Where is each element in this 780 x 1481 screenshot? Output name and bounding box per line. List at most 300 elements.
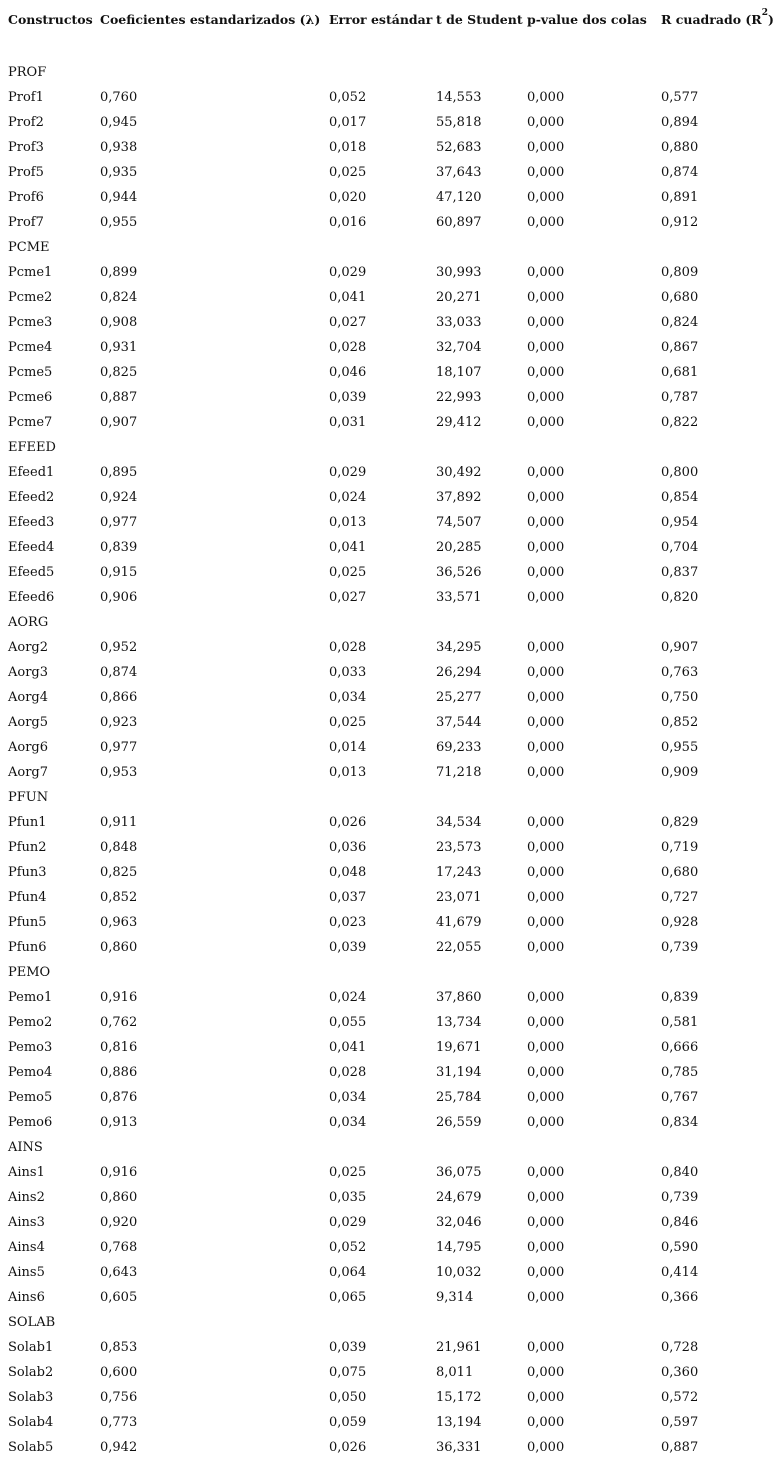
coef-cell: 0,825 xyxy=(100,865,138,880)
t-cell: 23,573 xyxy=(436,840,482,855)
t-cell: 26,559 xyxy=(436,1115,482,1130)
coef-cell: 0,600 xyxy=(100,1365,138,1380)
table-row xyxy=(0,335,780,360)
item-name: Pfun4 xyxy=(8,890,47,905)
table-row xyxy=(0,885,780,910)
group-label: AINS xyxy=(8,1140,43,1155)
p-value-cell: 0,000 xyxy=(527,1240,565,1255)
coef-cell: 0,876 xyxy=(100,1090,138,1105)
t-cell: 13,734 xyxy=(436,1015,482,1030)
table-row xyxy=(0,860,780,885)
r2-cell: 0,577 xyxy=(661,90,699,105)
p-value-cell: 0,000 xyxy=(527,765,565,780)
coef-cell: 0,911 xyxy=(100,815,138,830)
coef-cell: 0,920 xyxy=(100,1215,138,1230)
t-cell: 22,055 xyxy=(436,940,482,955)
r2-cell: 0,785 xyxy=(661,1065,699,1080)
p-value-cell: 0,000 xyxy=(527,1190,565,1205)
r2-cell: 0,824 xyxy=(661,315,699,330)
error-cell: 0,031 xyxy=(329,415,367,430)
coef-cell: 0,762 xyxy=(100,1015,138,1030)
r2-cell: 0,581 xyxy=(661,1015,699,1030)
group-label: PFUN xyxy=(8,790,49,805)
t-cell: 23,071 xyxy=(436,890,482,905)
item-name: Pfun5 xyxy=(8,915,47,930)
t-cell: 10,032 xyxy=(436,1265,482,1280)
coef-cell: 0,952 xyxy=(100,640,138,655)
item-name: Prof6 xyxy=(8,190,44,205)
error-cell: 0,029 xyxy=(329,1215,367,1230)
r2-cell: 0,727 xyxy=(661,890,699,905)
t-cell: 37,892 xyxy=(436,490,482,505)
r2-cell: 0,954 xyxy=(661,515,699,530)
error-cell: 0,064 xyxy=(329,1265,367,1280)
p-value-cell: 0,000 xyxy=(527,640,565,655)
t-cell: 36,331 xyxy=(436,1440,482,1455)
p-value-cell: 0,000 xyxy=(527,1215,565,1230)
p-value-cell: 0,000 xyxy=(527,1115,565,1130)
table-row xyxy=(0,310,780,335)
error-cell: 0,023 xyxy=(329,915,367,930)
error-cell: 0,039 xyxy=(329,940,367,955)
error-cell: 0,028 xyxy=(329,1065,367,1080)
item-name: Pcme2 xyxy=(8,290,53,305)
table-row xyxy=(0,1385,780,1410)
p-value-cell: 0,000 xyxy=(527,340,565,355)
r2-cell: 0,867 xyxy=(661,340,699,355)
t-cell: 30,993 xyxy=(436,265,482,280)
r2-cell: 0,829 xyxy=(661,815,699,830)
error-cell: 0,026 xyxy=(329,1440,367,1455)
table-row xyxy=(0,260,780,285)
coef-cell: 0,853 xyxy=(100,1340,138,1355)
t-cell: 20,285 xyxy=(436,540,482,555)
error-cell: 0,028 xyxy=(329,340,367,355)
table-row xyxy=(0,635,780,660)
t-cell: 22,993 xyxy=(436,390,482,405)
p-value-cell: 0,000 xyxy=(527,1090,565,1105)
t-cell: 41,679 xyxy=(436,915,482,930)
item-name: Pcme6 xyxy=(8,390,53,405)
table-row xyxy=(0,385,780,410)
table-row xyxy=(0,1185,780,1210)
p-value-cell: 0,000 xyxy=(527,590,565,605)
p-value-cell: 0,000 xyxy=(527,990,565,1005)
coef-cell: 0,874 xyxy=(100,665,138,680)
error-cell: 0,041 xyxy=(329,540,367,555)
error-cell: 0,039 xyxy=(329,390,367,405)
table-row xyxy=(0,1010,780,1035)
header-error-estandar: Error estándar xyxy=(329,12,433,27)
item-name: Ains3 xyxy=(8,1215,45,1230)
group-label: SOLAB xyxy=(8,1315,56,1330)
error-cell: 0,059 xyxy=(329,1415,367,1430)
t-cell: 32,046 xyxy=(436,1215,482,1230)
r2-cell: 0,787 xyxy=(661,390,699,405)
table-row xyxy=(0,1360,780,1385)
table-row xyxy=(0,1335,780,1360)
item-name: Aorg3 xyxy=(8,665,49,680)
t-cell: 52,683 xyxy=(436,140,482,155)
table-row xyxy=(0,735,780,760)
t-cell: 32,704 xyxy=(436,340,482,355)
table-row xyxy=(0,1110,780,1135)
item-name: Pcme5 xyxy=(8,365,53,380)
header-r-cuadrado xyxy=(661,8,774,28)
p-value-cell: 0,000 xyxy=(527,690,565,705)
table-row xyxy=(0,710,780,735)
coef-cell: 0,760 xyxy=(100,90,138,105)
r2-cell: 0,891 xyxy=(661,190,699,205)
r2-cell: 0,414 xyxy=(661,1265,699,1280)
header-r2-close: ) xyxy=(767,12,774,28)
t-cell: 36,075 xyxy=(436,1165,482,1180)
error-cell: 0,013 xyxy=(329,515,367,530)
table-row xyxy=(0,685,780,710)
t-cell: 37,860 xyxy=(436,990,482,1005)
r2-cell: 0,822 xyxy=(661,415,699,430)
error-cell: 0,052 xyxy=(329,90,367,105)
error-cell: 0,018 xyxy=(329,140,367,155)
p-value-cell: 0,000 xyxy=(527,365,565,380)
item-name: Pcme4 xyxy=(8,340,53,355)
item-name: Pemo2 xyxy=(8,1015,53,1030)
p-value-cell: 0,000 xyxy=(527,1165,565,1180)
r2-cell: 0,928 xyxy=(661,915,699,930)
item-name: Efeed2 xyxy=(8,490,55,505)
table-row xyxy=(0,485,780,510)
table-row xyxy=(0,935,780,960)
item-name: Pfun3 xyxy=(8,865,47,880)
coef-cell: 0,899 xyxy=(100,265,138,280)
t-cell: 29,412 xyxy=(436,415,482,430)
item-name: Pemo5 xyxy=(8,1090,53,1105)
error-cell: 0,016 xyxy=(329,215,367,230)
error-cell: 0,014 xyxy=(329,740,367,755)
r2-cell: 0,728 xyxy=(661,1340,699,1355)
t-cell: 25,277 xyxy=(436,690,482,705)
p-value-cell: 0,000 xyxy=(527,1340,565,1355)
item-name: Prof2 xyxy=(8,115,44,130)
error-cell: 0,034 xyxy=(329,1090,367,1105)
r2-cell: 0,750 xyxy=(661,690,699,705)
table-row xyxy=(0,410,780,435)
p-value-cell: 0,000 xyxy=(527,115,565,130)
r2-cell: 0,767 xyxy=(661,1090,699,1105)
coef-cell: 0,860 xyxy=(100,940,138,955)
item-name: Prof7 xyxy=(8,215,44,230)
p-value-cell: 0,000 xyxy=(527,215,565,230)
error-cell: 0,026 xyxy=(329,815,367,830)
r2-cell: 0,366 xyxy=(661,1290,699,1305)
coef-cell: 0,945 xyxy=(100,115,138,130)
table-row xyxy=(0,1035,780,1060)
error-cell: 0,034 xyxy=(329,1115,367,1130)
error-cell: 0,065 xyxy=(329,1290,367,1305)
item-name: Solab2 xyxy=(8,1365,54,1380)
t-cell: 19,671 xyxy=(436,1040,482,1055)
coef-cell: 0,824 xyxy=(100,290,138,305)
t-cell: 71,218 xyxy=(436,765,482,780)
t-cell: 34,534 xyxy=(436,815,482,830)
error-cell: 0,029 xyxy=(329,265,367,280)
r2-cell: 0,854 xyxy=(661,490,699,505)
item-name: Efeed5 xyxy=(8,565,55,580)
group-label: PEMO xyxy=(8,965,51,980)
p-value-cell: 0,000 xyxy=(527,190,565,205)
table-row xyxy=(0,1410,780,1435)
p-value-cell: 0,000 xyxy=(527,140,565,155)
group-row xyxy=(0,235,780,260)
error-cell: 0,025 xyxy=(329,1165,367,1180)
coef-cell: 0,908 xyxy=(100,315,138,330)
t-cell: 21,961 xyxy=(436,1340,482,1355)
t-cell: 20,271 xyxy=(436,290,482,305)
coef-cell: 0,773 xyxy=(100,1415,138,1430)
error-cell: 0,024 xyxy=(329,990,367,1005)
t-cell: 31,194 xyxy=(436,1065,482,1080)
item-name: Pcme3 xyxy=(8,315,53,330)
r2-cell: 0,739 xyxy=(661,1190,699,1205)
group-row xyxy=(0,960,780,985)
t-cell: 37,643 xyxy=(436,165,482,180)
coef-cell: 0,938 xyxy=(100,140,138,155)
group-label: AORG xyxy=(8,615,49,630)
coef-cell: 0,852 xyxy=(100,890,138,905)
group-row xyxy=(0,435,780,460)
p-value-cell: 0,000 xyxy=(527,665,565,680)
r2-cell: 0,680 xyxy=(661,865,699,880)
item-name: Pfun1 xyxy=(8,815,47,830)
coef-cell: 0,924 xyxy=(100,490,138,505)
item-name: Aorg7 xyxy=(8,765,49,780)
table-row xyxy=(0,810,780,835)
item-name: Prof1 xyxy=(8,90,44,105)
table-row xyxy=(0,1210,780,1235)
p-value-cell: 0,000 xyxy=(527,415,565,430)
error-cell: 0,046 xyxy=(329,365,367,380)
table-row xyxy=(0,985,780,1010)
coef-cell: 0,913 xyxy=(100,1115,138,1130)
item-name: Aorg6 xyxy=(8,740,49,755)
group-label: PCME xyxy=(8,240,50,255)
header-t-student: t de Student xyxy=(436,12,523,27)
r2-cell: 0,681 xyxy=(661,365,699,380)
error-cell: 0,024 xyxy=(329,490,367,505)
error-cell: 0,037 xyxy=(329,890,367,905)
coef-cell: 0,848 xyxy=(100,840,138,855)
group-row xyxy=(0,1310,780,1335)
p-value-cell: 0,000 xyxy=(527,890,565,905)
table-row xyxy=(0,160,780,185)
r2-cell: 0,597 xyxy=(661,1415,699,1430)
p-value-cell: 0,000 xyxy=(527,1290,565,1305)
t-cell: 8,011 xyxy=(436,1365,474,1380)
p-value-cell: 0,000 xyxy=(527,1015,565,1030)
coef-cell: 0,963 xyxy=(100,915,138,930)
r2-cell: 0,680 xyxy=(661,290,699,305)
header-constructos: Constructos xyxy=(8,12,93,27)
table-row xyxy=(0,560,780,585)
r2-cell: 0,887 xyxy=(661,1440,699,1455)
t-cell: 34,295 xyxy=(436,640,482,655)
item-name: Ains1 xyxy=(8,1165,45,1180)
r2-cell: 0,763 xyxy=(661,665,699,680)
table-row xyxy=(0,85,780,110)
t-cell: 36,526 xyxy=(436,565,482,580)
t-cell: 33,033 xyxy=(436,315,482,330)
coef-cell: 0,977 xyxy=(100,515,138,530)
coef-cell: 0,895 xyxy=(100,465,138,480)
group-row xyxy=(0,60,780,85)
coef-cell: 0,866 xyxy=(100,690,138,705)
table-row xyxy=(0,1260,780,1285)
t-cell: 9,314 xyxy=(436,1290,474,1305)
error-cell: 0,035 xyxy=(329,1190,367,1205)
error-cell: 0,055 xyxy=(329,1015,367,1030)
coef-cell: 0,887 xyxy=(100,390,138,405)
r2-cell: 0,820 xyxy=(661,590,699,605)
p-value-cell: 0,000 xyxy=(527,1365,565,1380)
r2-cell: 0,800 xyxy=(661,465,699,480)
item-name: Efeed3 xyxy=(8,515,55,530)
item-name: Pemo1 xyxy=(8,990,53,1005)
error-cell: 0,048 xyxy=(329,865,367,880)
r2-cell: 0,880 xyxy=(661,140,699,155)
t-cell: 18,107 xyxy=(436,365,482,380)
header-r2-superscript: 2 xyxy=(761,8,768,18)
coef-cell: 0,953 xyxy=(100,765,138,780)
coef-cell: 0,944 xyxy=(100,190,138,205)
p-value-cell: 0,000 xyxy=(527,565,565,580)
error-cell: 0,039 xyxy=(329,1340,367,1355)
coef-cell: 0,931 xyxy=(100,340,138,355)
error-cell: 0,033 xyxy=(329,665,367,680)
error-cell: 0,034 xyxy=(329,690,367,705)
table-row xyxy=(0,535,780,560)
error-cell: 0,036 xyxy=(329,840,367,855)
item-name: Aorg5 xyxy=(8,715,49,730)
p-value-cell: 0,000 xyxy=(527,915,565,930)
t-cell: 37,544 xyxy=(436,715,482,730)
t-cell: 74,507 xyxy=(436,515,482,530)
p-value-cell: 0,000 xyxy=(527,940,565,955)
coef-cell: 0,768 xyxy=(100,1240,138,1255)
error-cell: 0,025 xyxy=(329,715,367,730)
r2-cell: 0,739 xyxy=(661,940,699,955)
item-name: Solab5 xyxy=(8,1440,54,1455)
p-value-cell: 0,000 xyxy=(527,740,565,755)
p-value-cell: 0,000 xyxy=(527,315,565,330)
r2-cell: 0,837 xyxy=(661,565,699,580)
p-value-cell: 0,000 xyxy=(527,290,565,305)
r2-cell: 0,909 xyxy=(661,765,699,780)
group-row xyxy=(0,785,780,810)
error-cell: 0,013 xyxy=(329,765,367,780)
header-coeficientes: Coeficientes estandarizados (λ) xyxy=(100,12,321,27)
t-cell: 30,492 xyxy=(436,465,482,480)
header-r2-text: R cuadrado (R xyxy=(661,12,762,28)
p-value-cell: 0,000 xyxy=(527,840,565,855)
t-cell: 13,194 xyxy=(436,1415,482,1430)
item-name: Prof5 xyxy=(8,165,44,180)
table-row xyxy=(0,1060,780,1085)
header-p-value: p-value dos colas xyxy=(527,12,647,27)
r2-cell: 0,704 xyxy=(661,540,699,555)
item-name: Pcme1 xyxy=(8,265,53,280)
r2-cell: 0,955 xyxy=(661,740,699,755)
table-row xyxy=(0,1235,780,1260)
p-value-cell: 0,000 xyxy=(527,265,565,280)
error-cell: 0,025 xyxy=(329,165,367,180)
table-row xyxy=(0,660,780,685)
p-value-cell: 0,000 xyxy=(527,465,565,480)
coef-cell: 0,825 xyxy=(100,365,138,380)
t-cell: 26,294 xyxy=(436,665,482,680)
t-cell: 15,172 xyxy=(436,1390,482,1405)
coef-cell: 0,955 xyxy=(100,215,138,230)
p-value-cell: 0,000 xyxy=(527,490,565,505)
p-value-cell: 0,000 xyxy=(527,1440,565,1455)
item-name: Ains5 xyxy=(8,1265,45,1280)
error-cell: 0,025 xyxy=(329,565,367,580)
t-cell: 24,679 xyxy=(436,1190,482,1205)
error-cell: 0,041 xyxy=(329,1040,367,1055)
table-row xyxy=(0,110,780,135)
r2-cell: 0,846 xyxy=(661,1215,699,1230)
table-row xyxy=(0,1085,780,1110)
item-name: Solab4 xyxy=(8,1415,54,1430)
t-cell: 33,571 xyxy=(436,590,482,605)
coef-cell: 0,886 xyxy=(100,1065,138,1080)
item-name: Pcme7 xyxy=(8,415,53,430)
table-row xyxy=(0,510,780,535)
p-value-cell: 0,000 xyxy=(527,515,565,530)
group-label: PROF xyxy=(8,65,47,80)
p-value-cell: 0,000 xyxy=(527,165,565,180)
t-cell: 60,897 xyxy=(436,215,482,230)
coef-cell: 0,942 xyxy=(100,1440,138,1455)
r2-cell: 0,840 xyxy=(661,1165,699,1180)
p-value-cell: 0,000 xyxy=(527,1390,565,1405)
t-cell: 69,233 xyxy=(436,740,482,755)
item-name: Aorg4 xyxy=(8,690,49,705)
r2-cell: 0,360 xyxy=(661,1365,699,1380)
table-row xyxy=(0,460,780,485)
r2-cell: 0,852 xyxy=(661,715,699,730)
r2-cell: 0,572 xyxy=(661,1390,699,1405)
item-name: Ains6 xyxy=(8,1290,45,1305)
p-value-cell: 0,000 xyxy=(527,540,565,555)
error-cell: 0,017 xyxy=(329,115,367,130)
table-header-row xyxy=(0,0,780,40)
table-row xyxy=(0,1435,780,1460)
item-name: Solab3 xyxy=(8,1390,54,1405)
r2-cell: 0,590 xyxy=(661,1240,699,1255)
error-cell: 0,029 xyxy=(329,465,367,480)
item-name: Aorg2 xyxy=(8,640,49,655)
coef-cell: 0,916 xyxy=(100,990,138,1005)
group-label: EFEED xyxy=(8,440,56,455)
item-name: Efeed4 xyxy=(8,540,55,555)
coef-cell: 0,839 xyxy=(100,540,138,555)
item-name: Pfun6 xyxy=(8,940,47,955)
t-cell: 47,120 xyxy=(436,190,482,205)
error-cell: 0,052 xyxy=(329,1240,367,1255)
item-name: Ains4 xyxy=(8,1240,45,1255)
table-row xyxy=(0,585,780,610)
table-row xyxy=(0,360,780,385)
